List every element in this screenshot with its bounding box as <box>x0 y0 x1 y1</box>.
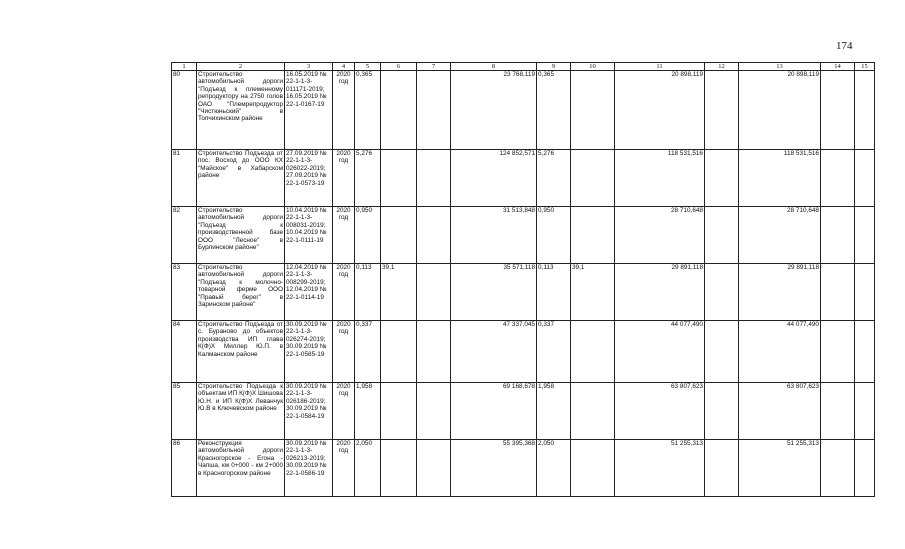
row-number: 84 <box>172 321 197 383</box>
table-row <box>172 71 875 150</box>
cell-col11: 28 710,648 <box>615 207 705 264</box>
cell-col14 <box>821 440 855 497</box>
expertise-conclusion: 30.09.2019 № 22-1-1-3-026274-2019; 30.09.2019 № 22-1-0585-19 <box>285 321 333 383</box>
cell-col6 <box>381 71 417 150</box>
commissioning-year: 2020 год <box>333 440 355 497</box>
commissioning-year: 2020 год <box>333 321 355 383</box>
header-cell: 11 <box>615 63 705 71</box>
header-cell: 9 <box>537 63 571 71</box>
cell-col9: 0,950 <box>537 207 571 264</box>
commissioning-year: 2020 год <box>333 71 355 150</box>
cell-col8: 31 513,848 <box>451 207 537 264</box>
cell-col8: 35 571,118 <box>451 264 537 321</box>
header-cell: 13 <box>739 63 821 71</box>
header-cell: 4 <box>333 63 355 71</box>
cell-col10 <box>571 321 615 383</box>
cell-col14 <box>821 207 855 264</box>
header-cell: 5 <box>355 63 381 71</box>
row-number: 82 <box>172 207 197 264</box>
cell-col15 <box>855 383 875 440</box>
expertise-conclusion: 12.04.2019 № 22-1-1-3-008299-2019; 12.04.2019 № 22-1-0114-19 <box>285 264 333 321</box>
row-number: 80 <box>172 71 197 150</box>
cell-col10 <box>571 440 615 497</box>
cell-col13: 51 255,313 <box>739 440 821 497</box>
cell-col8: 47 337,045 <box>451 321 537 383</box>
row-number: 81 <box>172 150 197 207</box>
cell-col5: 1,958 <box>355 383 381 440</box>
expertise-conclusion: 16.05.2019 № 22-1-1-3-011171-2019; 16.05.2019 № 22-1-0167-19 <box>285 71 333 150</box>
row-number: 86 <box>172 440 197 497</box>
cell-col5: 0,337 <box>355 321 381 383</box>
cell-col11: 118 531,516 <box>615 150 705 207</box>
cell-col12 <box>705 383 739 440</box>
header-cell: 3 <box>285 63 333 71</box>
cell-col14 <box>821 264 855 321</box>
header-cell: 14 <box>821 63 855 71</box>
cell-col7 <box>417 383 451 440</box>
cell-col10 <box>571 207 615 264</box>
cell-col8: 23 768,119 <box>451 71 537 150</box>
cell-col8: 69 168,678 <box>451 383 537 440</box>
page-number: 174 <box>836 40 853 52</box>
cell-col10 <box>571 71 615 150</box>
cell-col13: 29 891,118 <box>739 264 821 321</box>
cell-col14 <box>821 383 855 440</box>
cell-col10 <box>571 150 615 207</box>
cell-col15 <box>855 321 875 383</box>
cell-col15 <box>855 150 875 207</box>
cell-col7 <box>417 321 451 383</box>
cell-col5: 0,113 <box>355 264 381 321</box>
table-row <box>172 440 875 497</box>
cell-col5: 5,276 <box>355 150 381 207</box>
commissioning-year: 2020 год <box>333 207 355 264</box>
cell-col10: 39,1 <box>571 264 615 321</box>
row-number: 85 <box>172 383 197 440</box>
row-number: 83 <box>172 264 197 321</box>
header-cell: 10 <box>571 63 615 71</box>
table-row <box>172 383 875 440</box>
cell-col11: 63 807,623 <box>615 383 705 440</box>
cell-col13: 20 898,119 <box>739 71 821 150</box>
expertise-conclusion: 30.09.2019 № 22-1-1-3-026213-2019; 30.09.2019 № 22-1-0586-19 <box>285 440 333 497</box>
cell-col15 <box>855 207 875 264</box>
cell-col9: 0,113 <box>537 264 571 321</box>
expertise-conclusion: 30.09.2019 № 22-1-1-3-026186-2019; 30.09.2019 № 22-1-0584-19 <box>285 383 333 440</box>
cell-col6 <box>381 321 417 383</box>
object-name: Строительство Подъезда к объектам ИП К(Ф)Х Шишова Ю.Н. и ИП К(Ф)Х Леванчук Ю.В в Ключевском районе <box>197 383 285 440</box>
cell-col11: 29 891,118 <box>615 264 705 321</box>
object-name: Строительство автомобильной дороги "Подъезд к производственной базе ООО "Лесное" в Бурлинском районе" <box>197 207 285 264</box>
cell-col13: 44 077,490 <box>739 321 821 383</box>
cell-col6 <box>381 150 417 207</box>
header-row <box>172 63 875 71</box>
cell-col5: 0,950 <box>355 207 381 264</box>
cell-col13: 28 710,648 <box>739 207 821 264</box>
cell-col12 <box>705 207 739 264</box>
cell-col8: 124 852,571 <box>451 150 537 207</box>
cell-col14 <box>821 321 855 383</box>
cell-col7 <box>417 207 451 264</box>
object-name: Строительство автомобильной дороги "Подъезд к племенному репродуктору на 2750 голов ОАО "Племрепродуктор "Чистюньский" в Топчихинском районе <box>197 71 285 150</box>
cell-col9: 0,337 <box>537 321 571 383</box>
header-cell: 8 <box>451 63 537 71</box>
cell-col7 <box>417 440 451 497</box>
cell-col9: 5,276 <box>537 150 571 207</box>
cell-col15 <box>855 71 875 150</box>
cell-col6 <box>381 207 417 264</box>
expertise-conclusion: 27.09.2019 № 22-1-1-3-026022-2019; 27.09.2019 № 22-1-0573-19 <box>285 150 333 207</box>
cell-col10 <box>571 383 615 440</box>
cell-col14 <box>821 71 855 150</box>
header-cell: 1 <box>172 63 197 71</box>
cell-col9: 1,958 <box>537 383 571 440</box>
cell-col6 <box>381 440 417 497</box>
cell-col7 <box>417 264 451 321</box>
commissioning-year: 2020 год <box>333 264 355 321</box>
commissioning-year: 2020 год <box>333 150 355 207</box>
cell-col6: 39,1 <box>381 264 417 321</box>
cell-col7 <box>417 150 451 207</box>
cell-col9: 2,050 <box>537 440 571 497</box>
cell-col8: 55 395,368 <box>451 440 537 497</box>
cell-col11: 51 255,313 <box>615 440 705 497</box>
cell-col12 <box>705 150 739 207</box>
header-cell: 7 <box>417 63 451 71</box>
cell-col12 <box>705 71 739 150</box>
cell-col5: 2,050 <box>355 440 381 497</box>
object-name: Строительство автомобильной дороги "Подъезд к молочно-товарной ферме ООО "Правый берег" в Заринском районе" <box>197 264 285 321</box>
object-name: Строительство Подъезда от пос. Восход до ООО КХ "Майское" в Хабарском районе <box>197 150 285 207</box>
cell-col6 <box>381 383 417 440</box>
header-cell: 12 <box>705 63 739 71</box>
expertise-conclusion: 10.04.2019 № 22-1-1-3-008031-2019; 10.04.2019 № 22-1-0111-19 <box>285 207 333 264</box>
cell-col12 <box>705 321 739 383</box>
header-cell: 15 <box>855 63 875 71</box>
cell-col14 <box>821 150 855 207</box>
table-row <box>172 150 875 207</box>
cell-col9: 0,365 <box>537 71 571 150</box>
commissioning-year: 2020 год <box>333 383 355 440</box>
table-row <box>172 321 875 383</box>
objects-table <box>171 62 875 497</box>
table-row <box>172 207 875 264</box>
cell-col11: 20 898,119 <box>615 71 705 150</box>
cell-col5: 0,365 <box>355 71 381 150</box>
cell-col11: 44 077,490 <box>615 321 705 383</box>
object-name: Строительство Подъезда от с. Бураново до объектов производства ИП глава К(Ф)Х Миллер Ю.П. в Калманском районе <box>197 321 285 383</box>
cell-col7 <box>417 71 451 150</box>
header-cell: 6 <box>381 63 417 71</box>
table-row <box>172 264 875 321</box>
cell-col12 <box>705 440 739 497</box>
cell-col13: 118 531,516 <box>739 150 821 207</box>
cell-col12 <box>705 264 739 321</box>
cell-col13: 63 807,623 <box>739 383 821 440</box>
header-cell: 2 <box>197 63 285 71</box>
cell-col15 <box>855 440 875 497</box>
object-name: Реконструкция автомобильной дороги Красногорское - Егона - Чапша, км 0+000 - км 2+000 в Красногорском районе <box>197 440 285 497</box>
cell-col15 <box>855 264 875 321</box>
